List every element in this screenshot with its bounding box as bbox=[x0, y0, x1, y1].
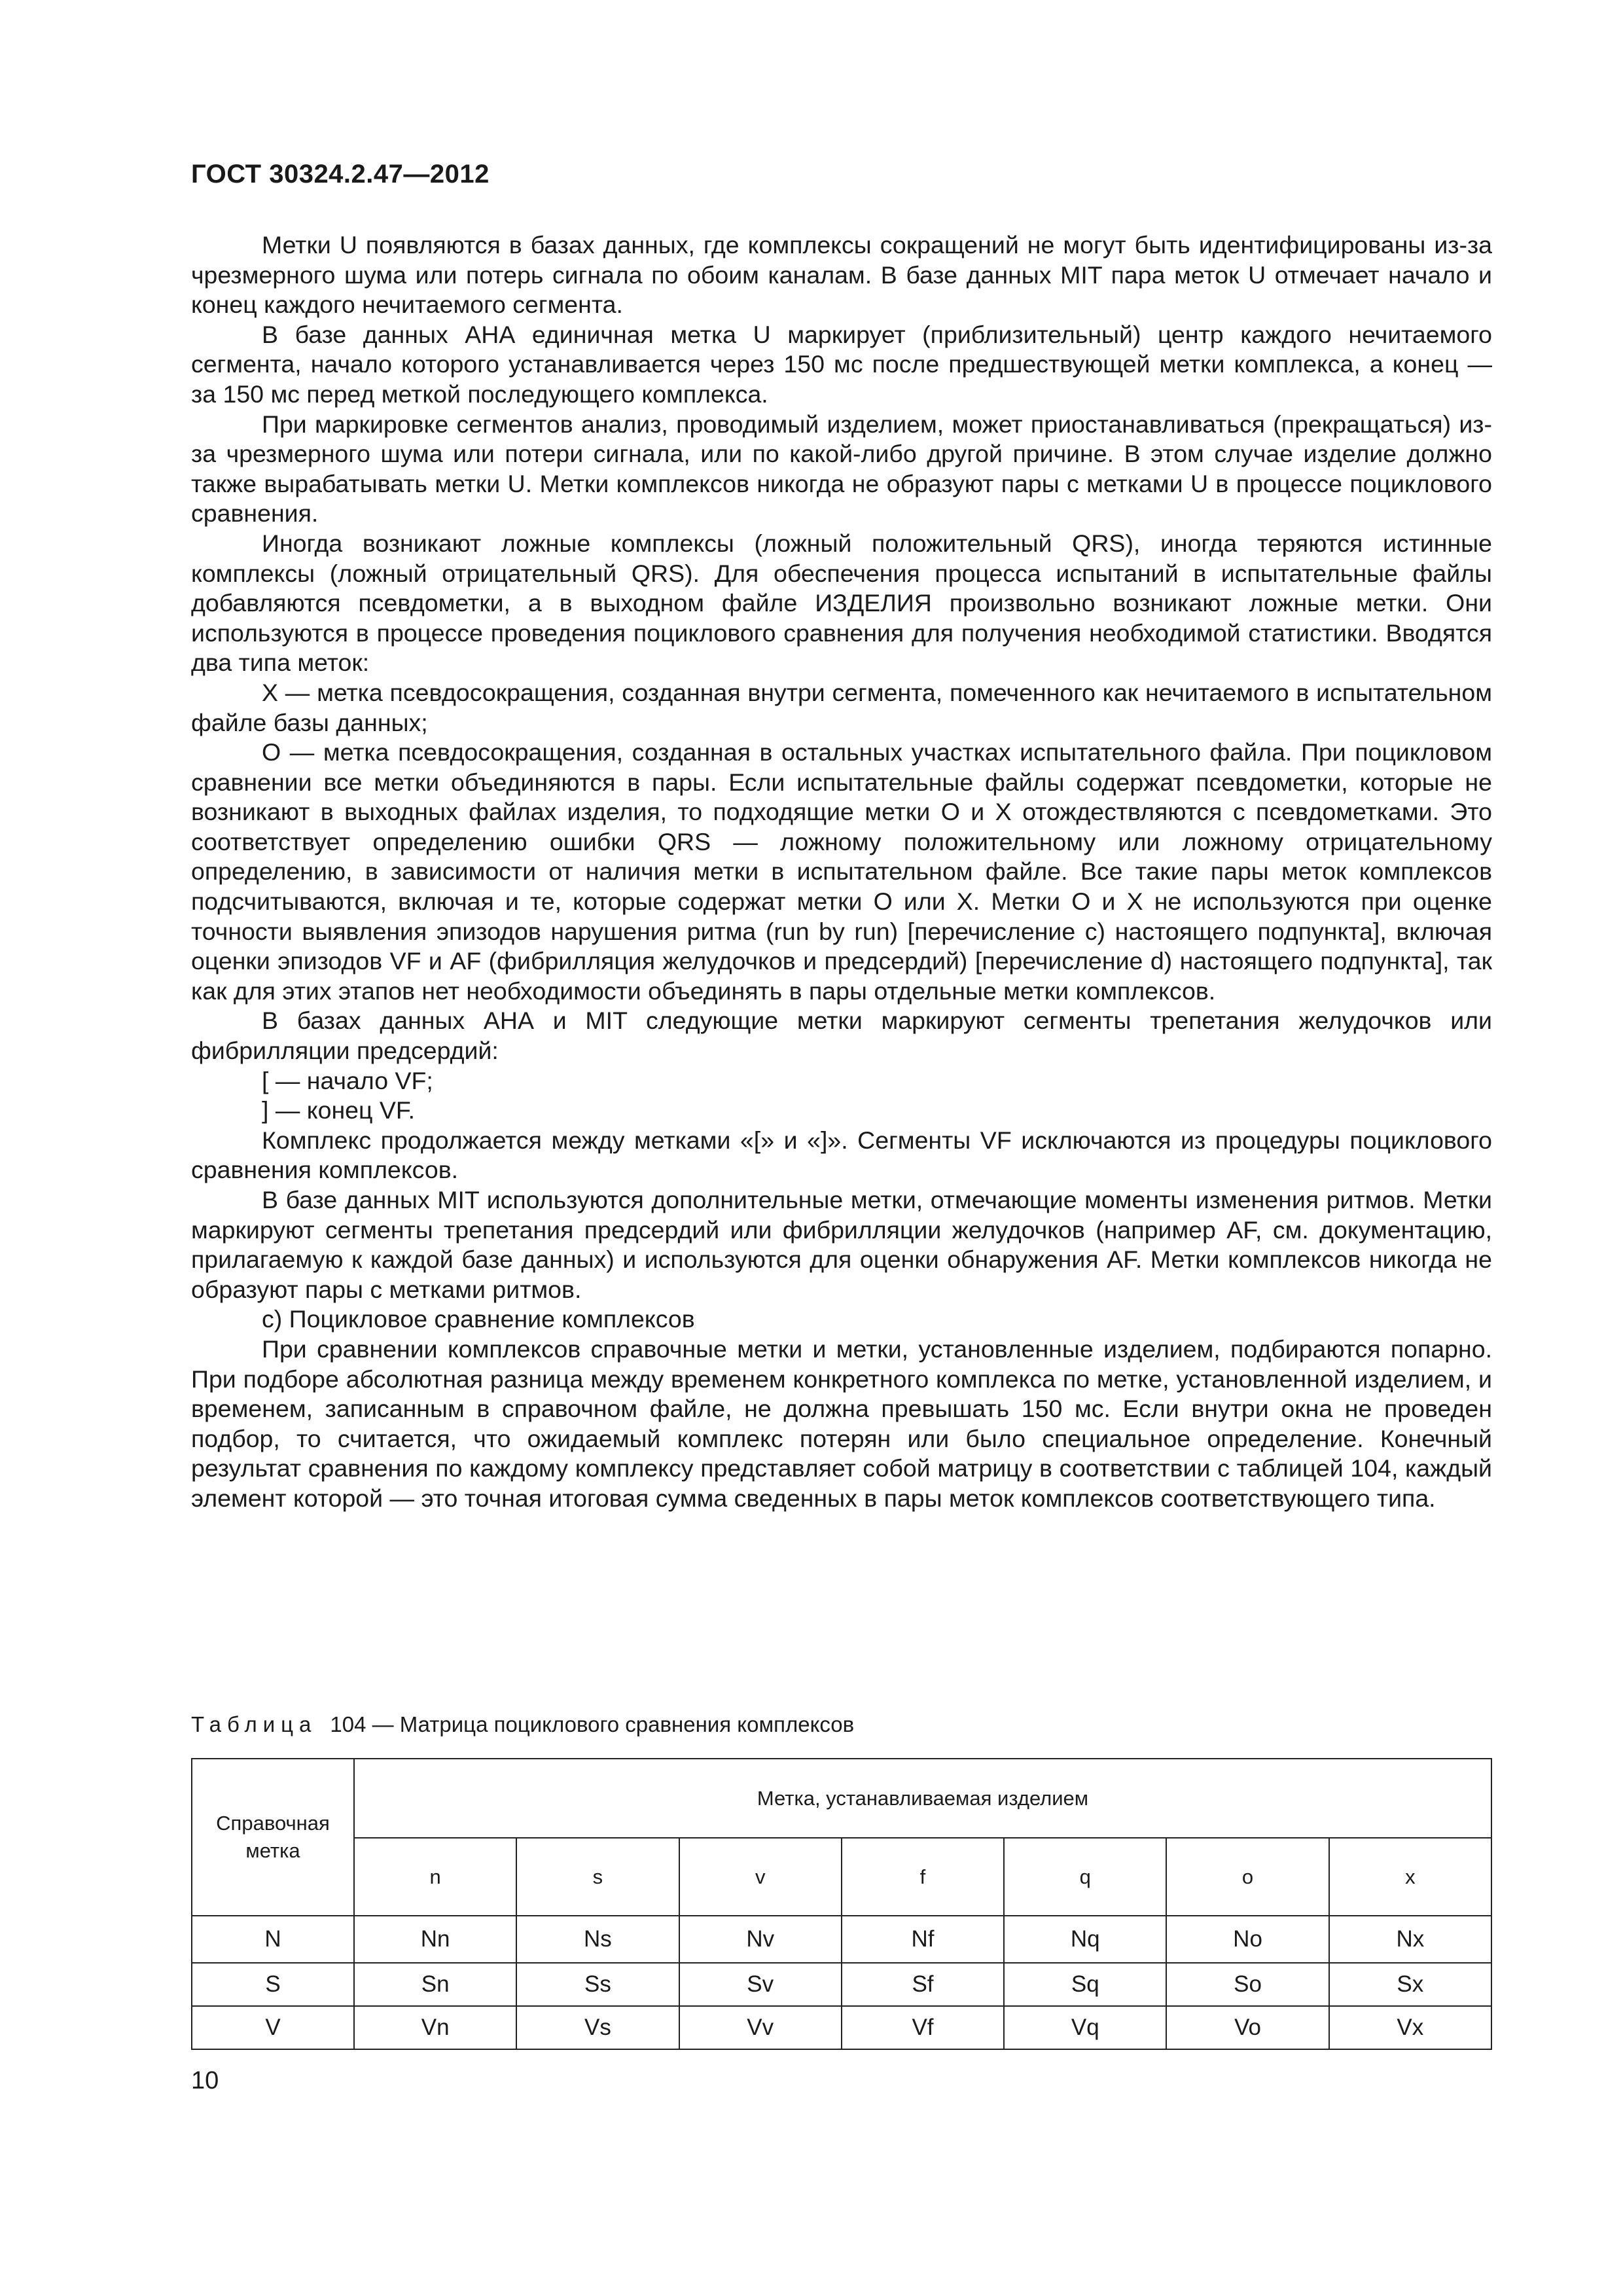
paragraph: Иногда возникают ложные комплексы (ложный положительный QRS), иногда теряются истинные комплексы (ложный отрицательный QRS). Для обеспечения процесса испытаний в испытательные файлы добавляются псевдометки, а в выходном файле ИЗДЕЛИЯ произвольно возникают ложные метки. Они используются в процессе проведения поциклового сравнения для получения необходимой статистики. Вводятся два типа меток: bbox=[191, 529, 1492, 677]
body-text bbox=[191, 230, 1492, 1514]
table-cell: Sf bbox=[842, 1963, 1004, 2006]
column-header: s bbox=[516, 1838, 679, 1916]
paragraph: O — метка псевдосокращения, созданная в остальных участках испытательного файла. При поцикловом сравнении все метки объединяются в пары. Если испытательные файлы содержат псевдометки, которые не возникают в выходных файлах изделия, то подходящие метки O и X отождествляются с псевдометками. Это соответствует определению ошибки QRS — ложному положительному или ложному отрицательному определению, в зависимости от наличия метки в испытательном файле. Все такие пары меток комплексов подсчитываются, включая и те, которые содержат метки O или X. Метки O и X не используются при оценке точности выявления эпизодов нарушения ритма (run by run) [перечисление c) настоящего подпункта], включая оценки эпизодов VF и AF (фибрилляция желудочков и предсердий) [перечисление d) настоящего подпункта], так как для этих этапов нет необходимости объединять в пары отдельные метки комплексов. bbox=[191, 738, 1492, 1005]
table-cell: Vv bbox=[679, 2006, 842, 2049]
row-label: S bbox=[192, 1963, 354, 2006]
table-cell: Nf bbox=[842, 1916, 1004, 1963]
table-cell: Sv bbox=[679, 1963, 842, 2006]
subsection-heading: c) Поцикловое сравнение комплексов bbox=[262, 1305, 695, 1333]
row-label: V bbox=[192, 2006, 354, 2049]
row-header-cell: Справочная метка bbox=[192, 1759, 354, 1916]
paragraph: В базах данных АНА и MIT следующие метки маркируют сегменты трепетания желудочков или фибрилляции предсердий: bbox=[191, 1007, 1492, 1065]
table-cell: Vf bbox=[842, 2006, 1004, 2049]
paragraph: Метки U появляются в базах данных, где комплексы сокращений не могут быть идентифицированы из-за чрезмерного шума или потерь сигнала по обоим каналам. В базе данных MIT пара меток U отмечает начало и конец каждого нечитаемого сегмента. bbox=[191, 231, 1492, 319]
table-caption-prefix: Таблица bbox=[191, 1712, 317, 1736]
group-header-cell: Метка, устанавливаемая изделием bbox=[354, 1759, 1491, 1838]
list-item: ] — конец VF. bbox=[262, 1096, 416, 1124]
column-header: x bbox=[1329, 1838, 1491, 1916]
table-cell: Sx bbox=[1329, 1963, 1491, 2006]
table-row bbox=[192, 1916, 1491, 1963]
table-cell: Nn bbox=[354, 1916, 516, 1963]
table-caption-text: 104 — Матрица поциклового сравнения комплексов bbox=[330, 1712, 855, 1736]
table-cell: Vn bbox=[354, 2006, 516, 2049]
table-cell: Vo bbox=[1166, 2006, 1329, 2049]
table-cell: Nq bbox=[1004, 1916, 1166, 1963]
paragraph: При маркировке сегментов анализ, проводимый изделием, может приостанавливаться (прекращаться) из-за чрезмерного шума или потери сигнала, или по какой-либо другой причине. В этом случае изделие должно также вырабатывать метки U. Метки комплексов никогда не образуют пары с метками U в процессе поциклового сравнения. bbox=[191, 410, 1492, 528]
column-header: f bbox=[842, 1838, 1004, 1916]
table-cell: Sn bbox=[354, 1963, 516, 2006]
table-cell: Nx bbox=[1329, 1916, 1491, 1963]
table-cell: Sq bbox=[1004, 1963, 1166, 2006]
comparison-matrix-table bbox=[191, 1758, 1492, 2050]
row-label: N bbox=[192, 1916, 354, 1963]
table-cell: Vx bbox=[1329, 2006, 1491, 2049]
column-header: q bbox=[1004, 1838, 1166, 1916]
table-cell: So bbox=[1166, 1963, 1329, 2006]
table-row bbox=[192, 1963, 1491, 2006]
table-row bbox=[192, 2006, 1491, 2049]
table-cell: Ns bbox=[516, 1916, 679, 1963]
table-cell: Ss bbox=[516, 1963, 679, 2006]
table-cell: No bbox=[1166, 1916, 1329, 1963]
table-cell: Vs bbox=[516, 2006, 679, 2049]
list-item: [ — начало VF; bbox=[262, 1066, 433, 1094]
column-header: o bbox=[1166, 1838, 1329, 1916]
document-header: ГОСТ 30324.2.47—2012 bbox=[191, 160, 490, 188]
table-cell: Nv bbox=[679, 1916, 842, 1963]
paragraph: При сравнении комплексов справочные метки и метки, установленные изделием, подбираются попарно. При подборе абсолютная разница между временем конкретного комплекса по метке, установленной изделием, и временем, записанным в справочном файле, не должна превышать 150 мс. Если внутри окна не проведен подбор, то считается, что ожидаемый комплекс потерян или было специальное определение. Конечный результат сравнения по каждому комплексу представляет собой матрицу в соответствии с таблицей 104, каждый элемент которой — это точная итоговая сумма сведенных в пары меток комплексов соответствующего типа. bbox=[191, 1335, 1492, 1512]
table-cell: Vq bbox=[1004, 2006, 1166, 2049]
paragraph: В базе данных АНА единичная метка U маркирует (приблизительный) центр каждого нечитаемого сегмента, начало которого устанавливается через 150 мс после предшествующей метки комплекса, а конец — за 150 мс перед меткой последующего комплекса. bbox=[191, 320, 1492, 408]
table-caption bbox=[191, 1712, 854, 1737]
column-header: n bbox=[354, 1838, 516, 1916]
page-number: 10 bbox=[191, 2067, 219, 2094]
paragraph: В базе данных MIT используются дополнительные метки, отмечающие моменты изменения ритмов. Метки маркируют сегменты трепетания предсердий или фибрилляции желудочков (например AF, см. документацию, прилагаемую к каждой базе данных) и используются для оценки обнаружения AF. Метки комплексов никогда не образуют пары с метками ритмов. bbox=[191, 1186, 1492, 1303]
paragraph: Комплекс продолжается между метками «[» и «]». Сегменты VF исключаются из процедуры поциклового сравнения комплексов. bbox=[191, 1126, 1492, 1184]
column-header: v bbox=[679, 1838, 842, 1916]
paragraph: X — метка псевдосокращения, созданная внутри сегмента, помеченного как нечитаемого в испытательном файле базы данных; bbox=[191, 678, 1492, 736]
